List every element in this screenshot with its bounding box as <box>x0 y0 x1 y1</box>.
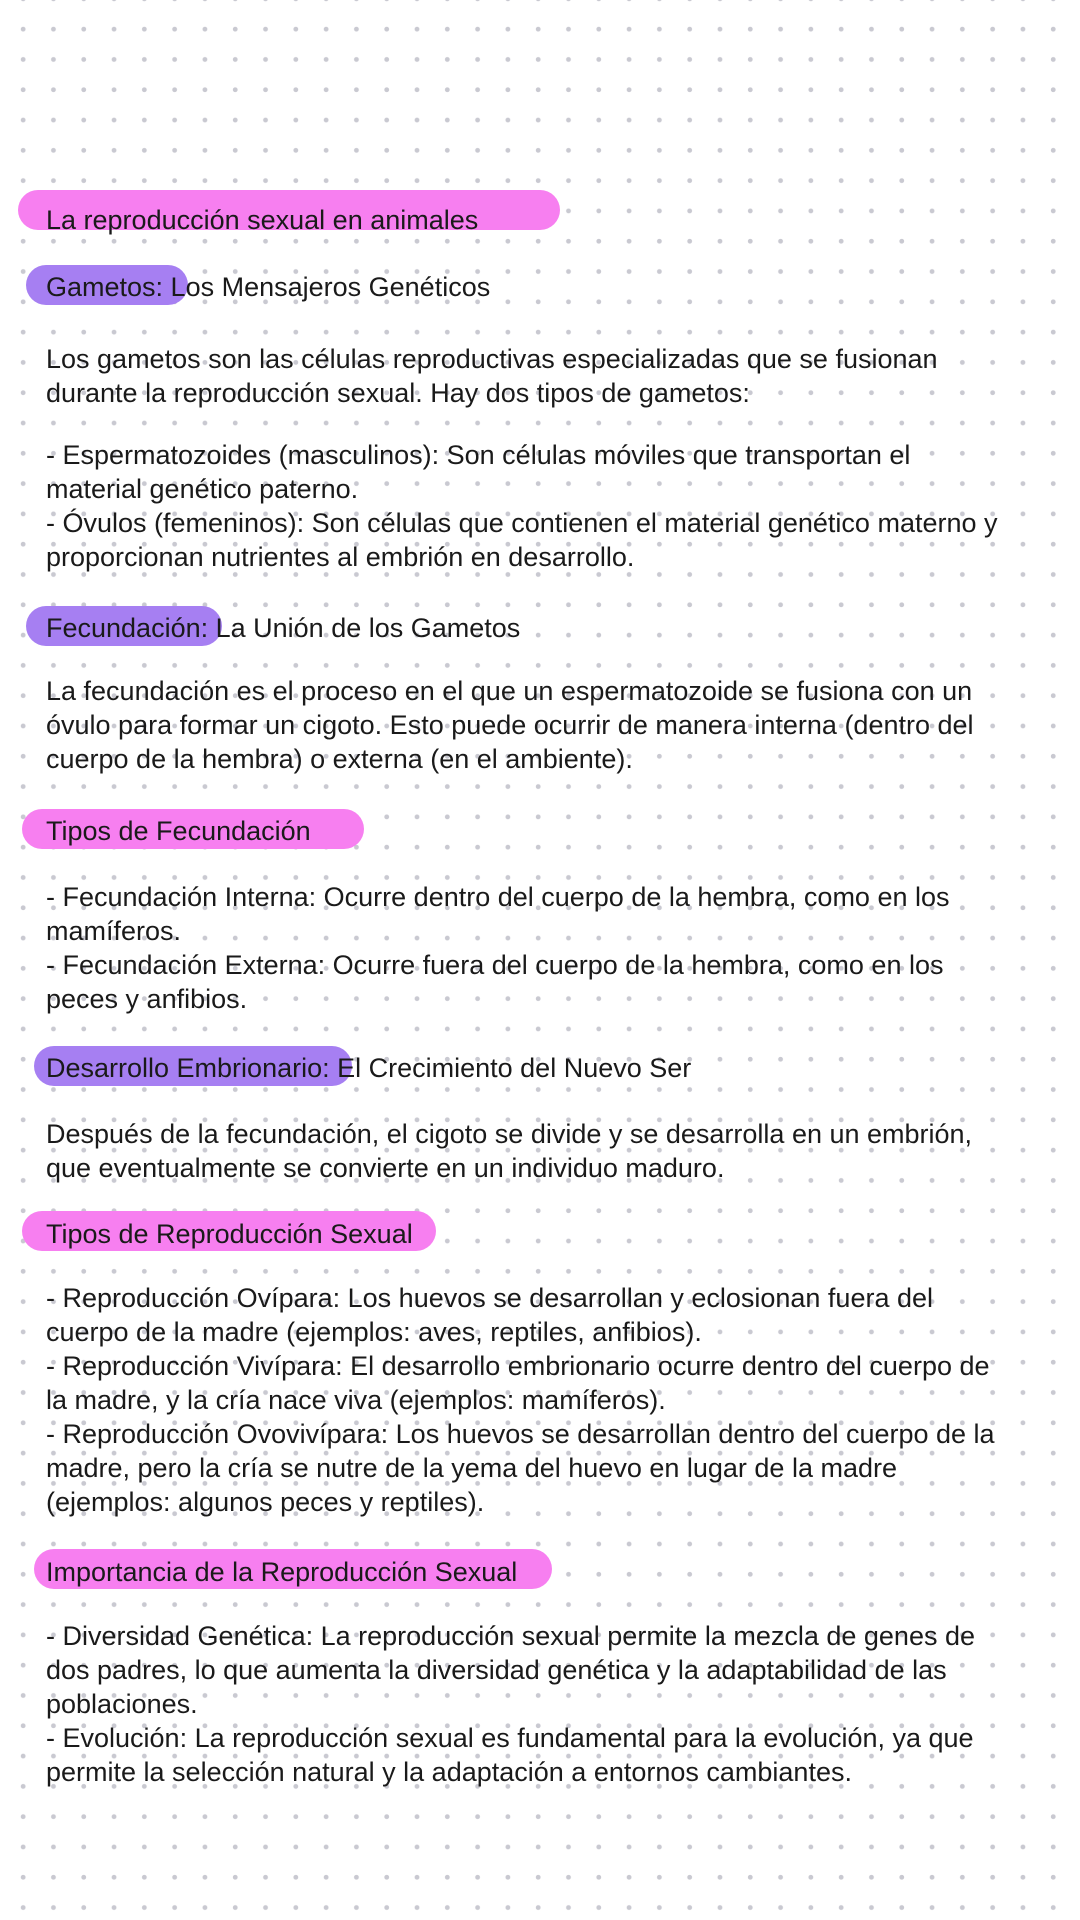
tipos-reproduccion-list-line-5: - Reproducción Ovovivípara: Los huevos se desarrollan dentro del cuerpo de la <box>46 1419 995 1449</box>
desarrollo-heading-rest: El Crecimiento del Nuevo Ser <box>329 1053 692 1083</box>
importancia-list-line-1: - Diversidad Genética: La reproducción sexual permite la mezcla de genes de <box>46 1621 975 1651</box>
gametos-heading-rest: Los Mensajeros Genéticos <box>163 272 491 302</box>
gametos-list-line-3: - Óvulos (femeninos): Son células que contienen el material genético materno y <box>46 508 998 538</box>
tipos-reproduccion-list-line-1: - Reproducción Ovípara: Los huevos se desarrollan y eclosionan fuera del <box>46 1283 934 1313</box>
fecundacion-paragraph-line-1: La fecundación es el proceso en el que un espermatozoide se fusiona con un <box>46 676 973 706</box>
gametos-list-line-4: proporcionan nutrientes al embrión en desarrollo. <box>46 542 635 572</box>
gametos-list-line-2: material genético paterno. <box>46 474 359 504</box>
fecundacion-heading-highlighted-text: Fecundación: <box>46 613 209 643</box>
importancia-list-line-3: poblaciones. <box>46 1689 198 1719</box>
tipos-reproduccion-list-line-3: - Reproducción Vivípara: El desarrollo embrionario ocurre dentro del cuerpo de <box>46 1351 990 1381</box>
tipos-fecundacion-list-line-1: - Fecundación Interna: Ocurre dentro del cuerpo de la hembra, como en los <box>46 882 950 912</box>
importancia-list-line-4: - Evolución: La reproducción sexual es fundamental para la evolución, ya que <box>46 1723 974 1753</box>
importancia-list-line-5: permite la selección natural y la adaptación a entornos cambiantes. <box>46 1757 852 1787</box>
desarrollo-heading-highlighted-text: Desarrollo Embrionario: <box>46 1053 330 1083</box>
tipos-reproduccion-list-line-7: (ejemplos: algunos peces y reptiles). <box>46 1487 485 1517</box>
tipos-reproduccion-list-line-6: madre, pero la cría se nutre de la yema del huevo en lugar de la madre <box>46 1453 897 1483</box>
fecundacion-heading-rest: La Unión de los Gametos <box>208 613 521 643</box>
importancia-heading: Importancia de la Reproducción Sexual <box>46 1557 518 1587</box>
tipos-fecundacion-list-line-4: peces y anfibios. <box>46 984 248 1014</box>
gametos-list-line-1: - Espermatozoides (masculinos): Son células móviles que transportan el <box>46 440 911 470</box>
tipos-fecundacion-heading: Tipos de Fecundación <box>46 816 311 846</box>
gametos-paragraph-line-2: durante la reproducción sexual. Hay dos tipos de gametos: <box>46 378 750 408</box>
desarrollo-paragraph-line-1: Después de la fecundación, el cigoto se divide y se desarrolla en un embrión, <box>46 1119 973 1149</box>
gametos-paragraph-line-1: Los gametos son las células reproductivas especializadas que se fusionan <box>46 344 938 374</box>
tipos-reproduccion-heading: Tipos de Reproducción Sexual <box>46 1219 413 1249</box>
fecundacion-heading <box>46 611 520 645</box>
desarrollo-paragraph-line-2: que eventualmente se convierte en un individuo maduro. <box>46 1153 725 1183</box>
importancia-list-line-2: dos padres, lo que aumenta la diversidad genética y la adaptabilidad de las <box>46 1655 947 1685</box>
tipos-reproduccion-list-line-2: cuerpo de la madre (ejemplos: aves, reptiles, anfibios). <box>46 1317 702 1347</box>
fecundacion-paragraph-line-2: óvulo para formar un cigoto. Esto puede ocurrir de manera interna (dentro del <box>46 710 974 740</box>
tipos-fecundacion-list-line-2: mamíferos. <box>46 916 182 946</box>
desarrollo-heading <box>46 1051 691 1085</box>
fecundacion-paragraph-line-3: cuerpo de la hembra) o externa (en el ambiente). <box>46 744 633 774</box>
tipos-fecundacion-list-line-3: - Fecundación Externa: Ocurre fuera del cuerpo de la hembra, como en los <box>46 950 944 980</box>
gametos-heading-highlighted-text: Gametos: <box>46 272 164 302</box>
tipos-reproduccion-list-line-4: la madre, y la cría nace viva (ejemplos: mamíferos). <box>46 1385 666 1415</box>
gametos-heading <box>46 270 490 304</box>
note-title: La reproducción sexual en animales <box>46 205 479 235</box>
